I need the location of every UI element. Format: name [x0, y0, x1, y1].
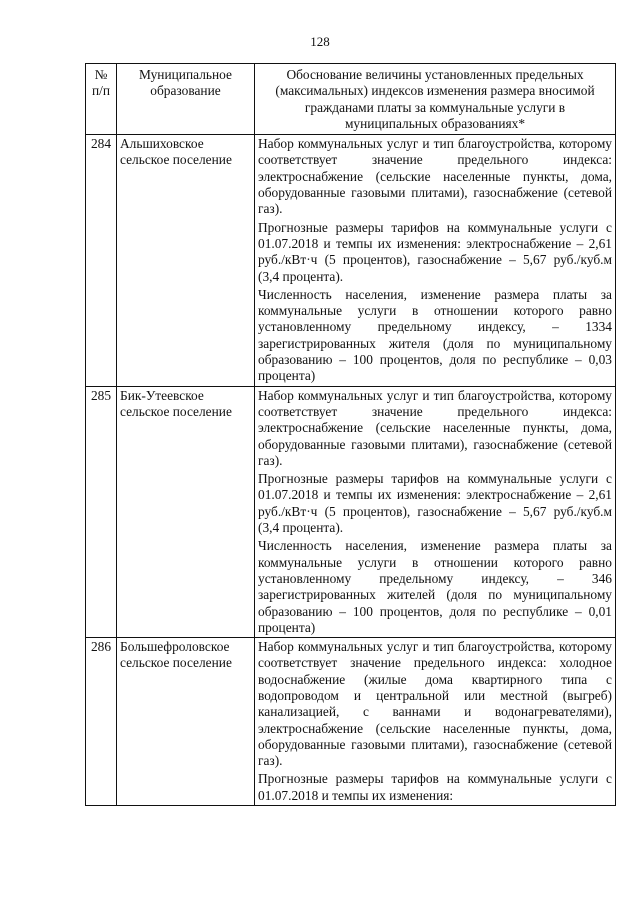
- services-paragraph: Набор коммунальных услуг и тип благоустройства, которому соответствует значение предельного индекса: электроснабжение (сельские населенные пункты, дома, оборудованные газовыми плитами), газоснабжение (сетевой газ).: [258, 136, 612, 217]
- services-paragraph: Набор коммунальных услуг и тип благоустройства, которому соответствует значение предельного индекса: холодное водоснабжение (жилые дома квартирного типа с водопроводом и центральной или местной (выгреб) канализацией, с ваннами и водонагревателями), электроснабжение (сельские населенные пункты, дома, оборудованные газовыми плитами), газоснабжение (сетевой газ).: [258, 639, 612, 769]
- tariffs-paragraph: Прогнозные размеры тарифов на коммунальные услуги с 01.07.2018 и темпы их изменения: электроснабжение – 2,61 руб./кВт·ч (5 процентов), газоснабжение – 5,67 руб./куб.м (3,4 процента).: [258, 219, 612, 284]
- justification-cell: [255, 638, 616, 806]
- population-paragraph: Численность населения, изменение размера платы за коммунальные услуги в отношении которого равно установленному предельному индексу, – 1334 зарегистрированных жителя (доля по муниципальному образованию – 100 процентов, доля по республике – 0,03 процента): [258, 286, 612, 384]
- table-row: [86, 638, 616, 806]
- population-paragraph: Численность населения, изменение размера платы за коммунальные услуги в отношении которого равно установленному предельному индексу, – 346 зарегистрированных жителей (доля по муниципальному образованию – 100 процентов, доля по республике – 0,01 процента): [258, 538, 612, 635]
- municipality-name: Большефроловское сельское поселение: [117, 638, 255, 806]
- services-paragraph: Набор коммунальных услуг и тип благоустройства, которому соответствует значение предельного индекса: электроснабжение (сельские населенные пункты, дома, оборудованные газовыми плитами), газоснабжение (сетевой газ).: [258, 387, 612, 468]
- header-justification: Обоснование величины установленных предельных (максимальных) индексов изменения размера вносимой гражданами платы за коммунальные услуги в муниципальных образованиях*: [255, 64, 616, 135]
- tariff-justification-table: [85, 63, 616, 806]
- tariffs-paragraph: Прогнозные размеры тарифов на коммунальные услуги с 01.07.2018 и темпы их изменения:: [258, 771, 612, 803]
- table-header-row: [86, 64, 616, 135]
- row-number: 284: [86, 135, 117, 386]
- row-number: 286: [86, 638, 117, 806]
- page-number: 128: [310, 34, 330, 49]
- header-municipality: Муниципальное образование: [117, 64, 255, 135]
- table-row: [86, 386, 616, 637]
- header-number: № п/п: [86, 64, 117, 135]
- row-number: 285: [86, 386, 117, 637]
- municipality-name: Бик-Утеевское сельское поселение: [117, 386, 255, 637]
- tariffs-paragraph: Прогнозные размеры тарифов на коммунальные услуги с 01.07.2018 и темпы их изменения: электроснабжение – 2,61 руб./кВт·ч (5 процентов), газоснабжение – 5,67 руб./куб.м (3,4 процента).: [258, 471, 612, 536]
- municipality-name: Альшиховское сельское поселение: [117, 135, 255, 386]
- justification-cell: [255, 135, 616, 386]
- table-row: [86, 135, 616, 386]
- justification-cell: [255, 386, 616, 637]
